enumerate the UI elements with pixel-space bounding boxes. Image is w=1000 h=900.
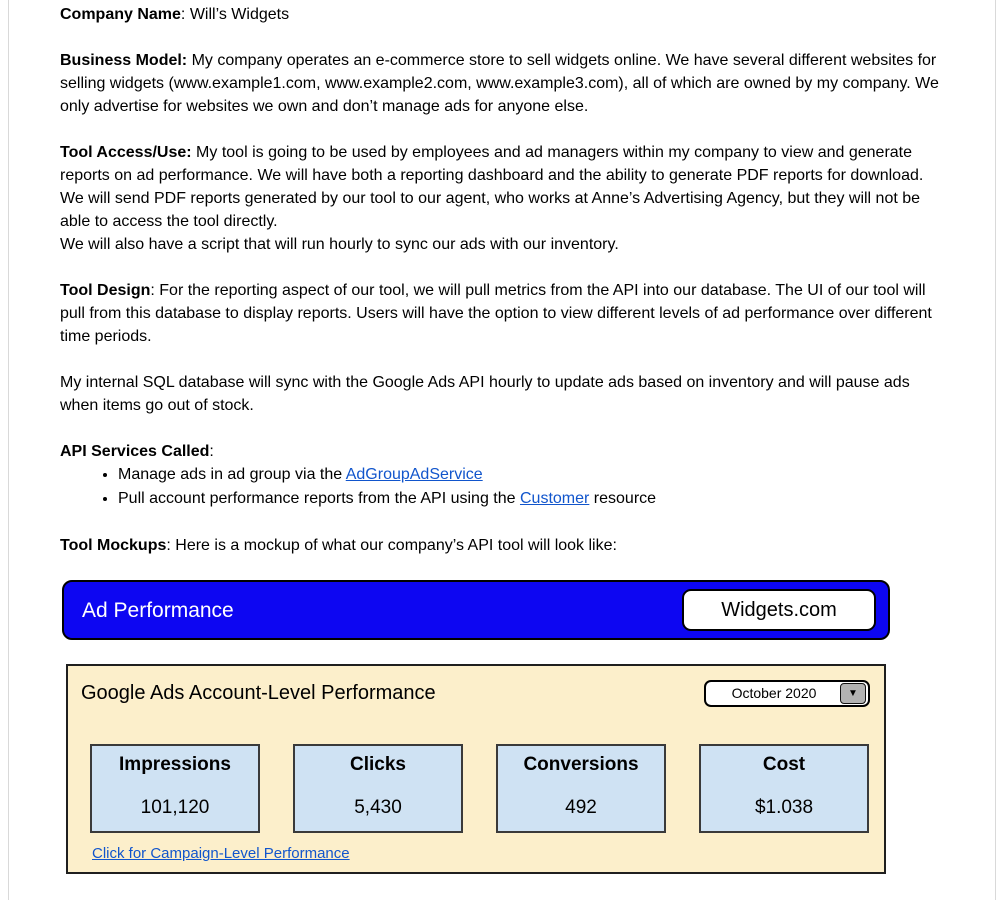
business-model-paragraph [60,49,942,118]
metric-value: 492 [565,797,597,818]
metric-card-impressions [90,744,260,833]
tool-access-text2: We will also have a script that will run hourly to sync our ads with our inventory. [60,236,619,253]
tool-access-text: My tool is going to be used by employees and ad managers within my company to view and generate reports on ad performance. We will have both a reporting dashboard and the ability to generate PDF reports for download. We will send PDF reports generated by our tool to our agent, who works at Anne’s Advertising Agency, but they will not be able to access the tool directly. [60,144,924,230]
page-edge-right [995,0,996,900]
tool-mockups-label: Tool Mockups [60,537,167,554]
metric-value: 5,430 [354,797,402,818]
tool-mockups-text: : Here is a mockup of what our company’s API tool will look like: [166,537,617,554]
tool-mockups-paragraph [60,534,942,557]
dropdown-arrow-button[interactable] [840,683,866,704]
tool-design-text: : For the reporting aspect of our tool, we will pull metrics from the API into our database. The UI of our tool will pull from this database to display reports. Users will have the option to view different levels of ad performance over different time periods. [60,282,932,345]
business-model-label: Business Model: [60,52,188,69]
api-services-label: API Services Called [60,443,210,460]
api-services-colon: : [209,443,214,460]
metrics-row [68,744,884,833]
panel-header [68,666,884,707]
metric-label: Impressions [119,754,231,775]
company-name-line [60,3,942,26]
metric-label: Conversions [523,754,639,775]
list-item [118,487,942,511]
api-services-list [60,463,942,511]
dropdown-arrow-icon: ▼ [848,688,858,699]
company-name-label: Company Name [60,6,181,23]
business-model-text: My company operates an e-commerce store to sell widgets online. We have several different websites for selling widgets (www.example1.com, www.example2.com, www.example3.com), all of which are owned by my company. We only advertise for websites we own and don’t manage ads for anyone else. [60,52,939,115]
api-services-heading [60,440,942,463]
header-title: Ad Performance [82,598,234,622]
metric-value: 101,120 [140,797,210,818]
metric-value: $1.038 [754,797,814,818]
tool-design-paragraph [60,279,942,348]
tool-access-paragraph [60,141,942,256]
widgets-com-button[interactable]: Widgets.com [682,589,876,631]
tool-access-label: Tool Access/Use: [60,144,192,161]
tool-design-label: Tool Design [60,282,151,299]
metric-card-clicks [293,744,463,833]
document-body [60,0,942,874]
metric-card-conversions [496,744,666,833]
adgroupadservice-link[interactable]: AdGroupAdService [345,466,483,483]
ad-performance-header [62,580,890,640]
account-performance-panel [66,664,886,874]
campaign-level-performance-link[interactable]: Click for Campaign-Level Performance [92,845,350,862]
metric-label: Clicks [350,754,406,775]
bullet-text-pre: Pull account performance reports from the API using the [118,490,520,507]
company-name-value: : Will’s Widgets [180,6,290,23]
metric-label: Cost [762,754,806,775]
page-edge-left [8,0,9,900]
customer-link[interactable]: Customer [519,490,590,507]
dropdown-value: October 2020 [731,685,817,701]
list-item [118,463,942,487]
month-dropdown[interactable] [704,680,870,707]
sql-note-paragraph: My internal SQL database will sync with the Google Ads API hourly to update ads based on inventory and will pause ads when items go out of stock. [60,374,910,414]
bullet-text-post: resource [589,490,657,507]
bullet-text-pre: Manage ads in ad group via the [118,466,346,483]
metric-card-cost [699,744,869,833]
panel-title: Google Ads Account-Level Performance [81,682,436,704]
